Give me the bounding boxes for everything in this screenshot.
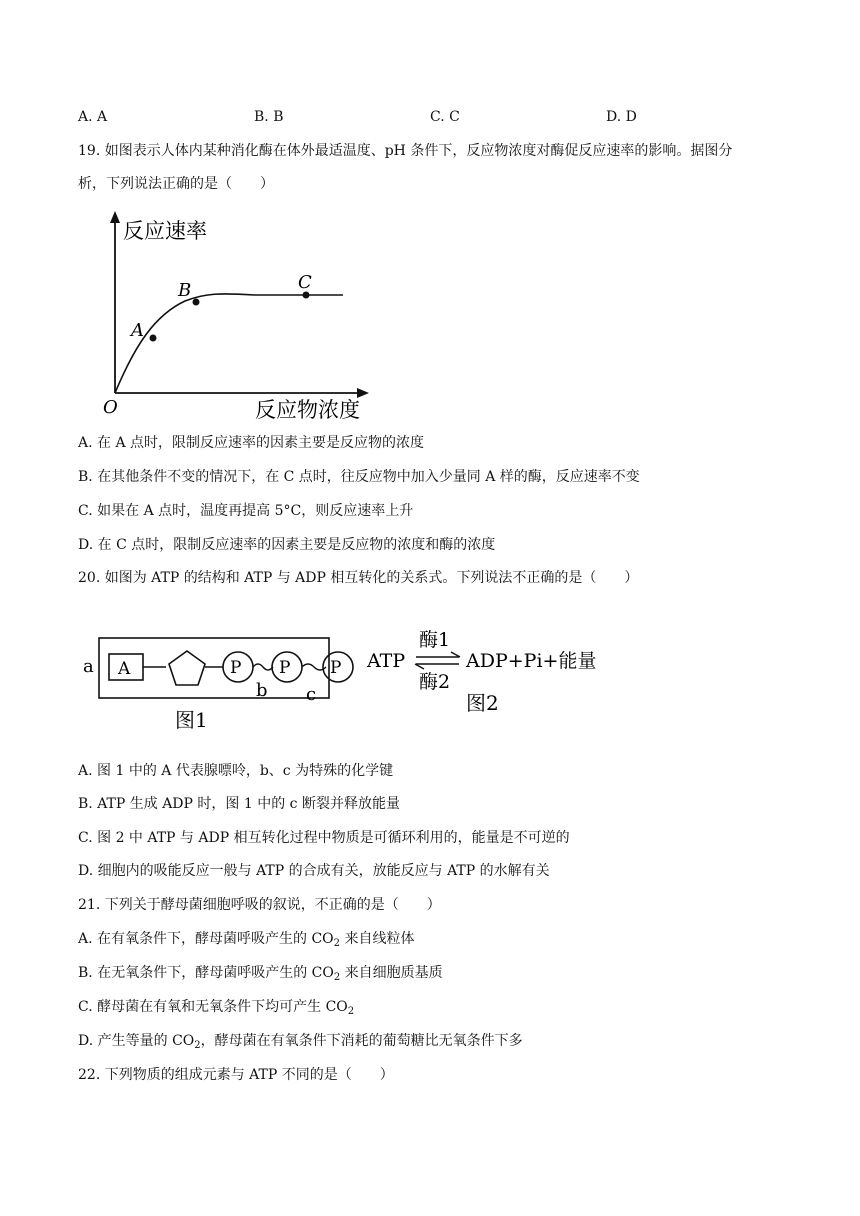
q18-option-b: B. B <box>254 109 284 125</box>
figure1-caption: 图1 <box>175 708 208 732</box>
high-energy-bond-b <box>253 664 273 670</box>
q18-option-c: C. C <box>430 109 460 125</box>
phosphate-1-label: P <box>230 658 242 678</box>
forward-arrow-head <box>451 652 460 657</box>
label-b: b <box>256 680 268 701</box>
q19-stem-line2: 析，下列说法正确的是（ ） <box>78 176 274 192</box>
origin-label: O <box>103 397 118 418</box>
q19-option-c: C. 如果在 A 点时，温度再提高 5°C，则反应速率上升 <box>78 503 414 519</box>
products-label: ADP+Pi+能量 <box>466 650 597 672</box>
x-axis-label: 反应物浓度 <box>255 398 360 422</box>
outer-box <box>99 638 329 698</box>
label-a: a <box>83 656 94 677</box>
q18-option-d: D. D <box>606 109 637 125</box>
q19-option-a: A. 在 A 点时，限制反应速率的因素主要是反应物的浓度 <box>78 435 425 451</box>
q19-option-b: B. 在其他条件不变的情况下，在 C 点时，往反应物中加入少量同 A 样的酶，反应速率不变 <box>78 469 640 485</box>
figure2-caption: 图2 <box>466 691 499 715</box>
reverse-arrow-head <box>415 664 424 669</box>
rate-curve <box>115 294 343 393</box>
q20-stem: 20. 如图为 ATP 的结构和 ATP 与 ADP 相互转化的关系式。下列说法不正确的是（ ） <box>78 570 639 586</box>
q21-option-a: A. 在有氧条件下，酵母菌呼吸产生的 $CO_2$ 来自线粒体 <box>78 931 415 949</box>
q20-option-a: A. 图 1 中的 A 代表腺嘌呤，b、c 为特殊的化学键 <box>78 763 394 779</box>
label-c: c <box>306 684 317 705</box>
q22-stem: 22. 下列物质的组成元素与 ATP 不同的是（ ） <box>78 1067 394 1083</box>
q20-option-d: D. 细胞内的吸能反应一般与 ATP 的合成有关，放能反应与 ATP 的水解有关 <box>78 863 550 879</box>
enzyme1-label: 酶1 <box>419 629 451 651</box>
q21-stem: 21. 下列关于酵母菌细胞呼吸的叙说，不正确的是（ ） <box>78 897 441 913</box>
point-a-label: A <box>131 320 144 341</box>
q20-option-c: C. 图 2 中 ATP 与 ADP 相互转化过程中物质是可循环利用的，能量是不可逆的 <box>78 830 570 846</box>
q18-option-a: A. A <box>78 109 108 125</box>
q20-atp-adp-conversion-figure <box>365 620 615 720</box>
point-c-label: C <box>298 272 312 293</box>
atp-label: ATP <box>367 650 406 672</box>
y-axis-label: 反应速率 <box>123 219 207 243</box>
y-axis-arrow <box>110 211 120 223</box>
q21-option-d: D. 产生等量的 $CO_2$，酵母菌在有氧条件下消耗的葡萄糖比无氧条件下多 <box>78 1033 523 1051</box>
point-b <box>193 299 200 306</box>
phosphate-2-label: P <box>279 658 291 678</box>
q19-rate-curve-figure <box>95 205 375 425</box>
q19-option-d: D. 在 C 点时，限制反应速率的因素主要是反应物的浓度和酶的浓度 <box>78 537 496 553</box>
adenine-label: A <box>118 659 131 679</box>
enzyme2-label: 酶2 <box>419 671 451 693</box>
q21-option-c: C. 酵母菌在有氧和无氧条件下均可产生 $CO_2$ <box>78 999 355 1017</box>
ribose-pentagon <box>169 651 205 685</box>
q19-stem-line1: 19. 如图表示人体内某种消化酶在体外最适温度、pH 条件下，反应物浓度对酶促反应速率的影响。据图分 <box>78 143 733 159</box>
point-b-label: B <box>178 280 192 301</box>
point-a <box>150 335 157 342</box>
phosphate-3-label: P <box>330 658 342 678</box>
q20-atp-structure-figure <box>80 620 370 735</box>
q20-option-b: B. ATP 生成 ADP 时，图 1 中的 c 断裂并释放能量 <box>78 796 400 812</box>
q21-option-b: B. 在无氧条件下，酵母菌呼吸产生的 $CO_2$ 来自细胞质基质 <box>78 965 443 983</box>
x-axis-arrow <box>357 388 369 398</box>
